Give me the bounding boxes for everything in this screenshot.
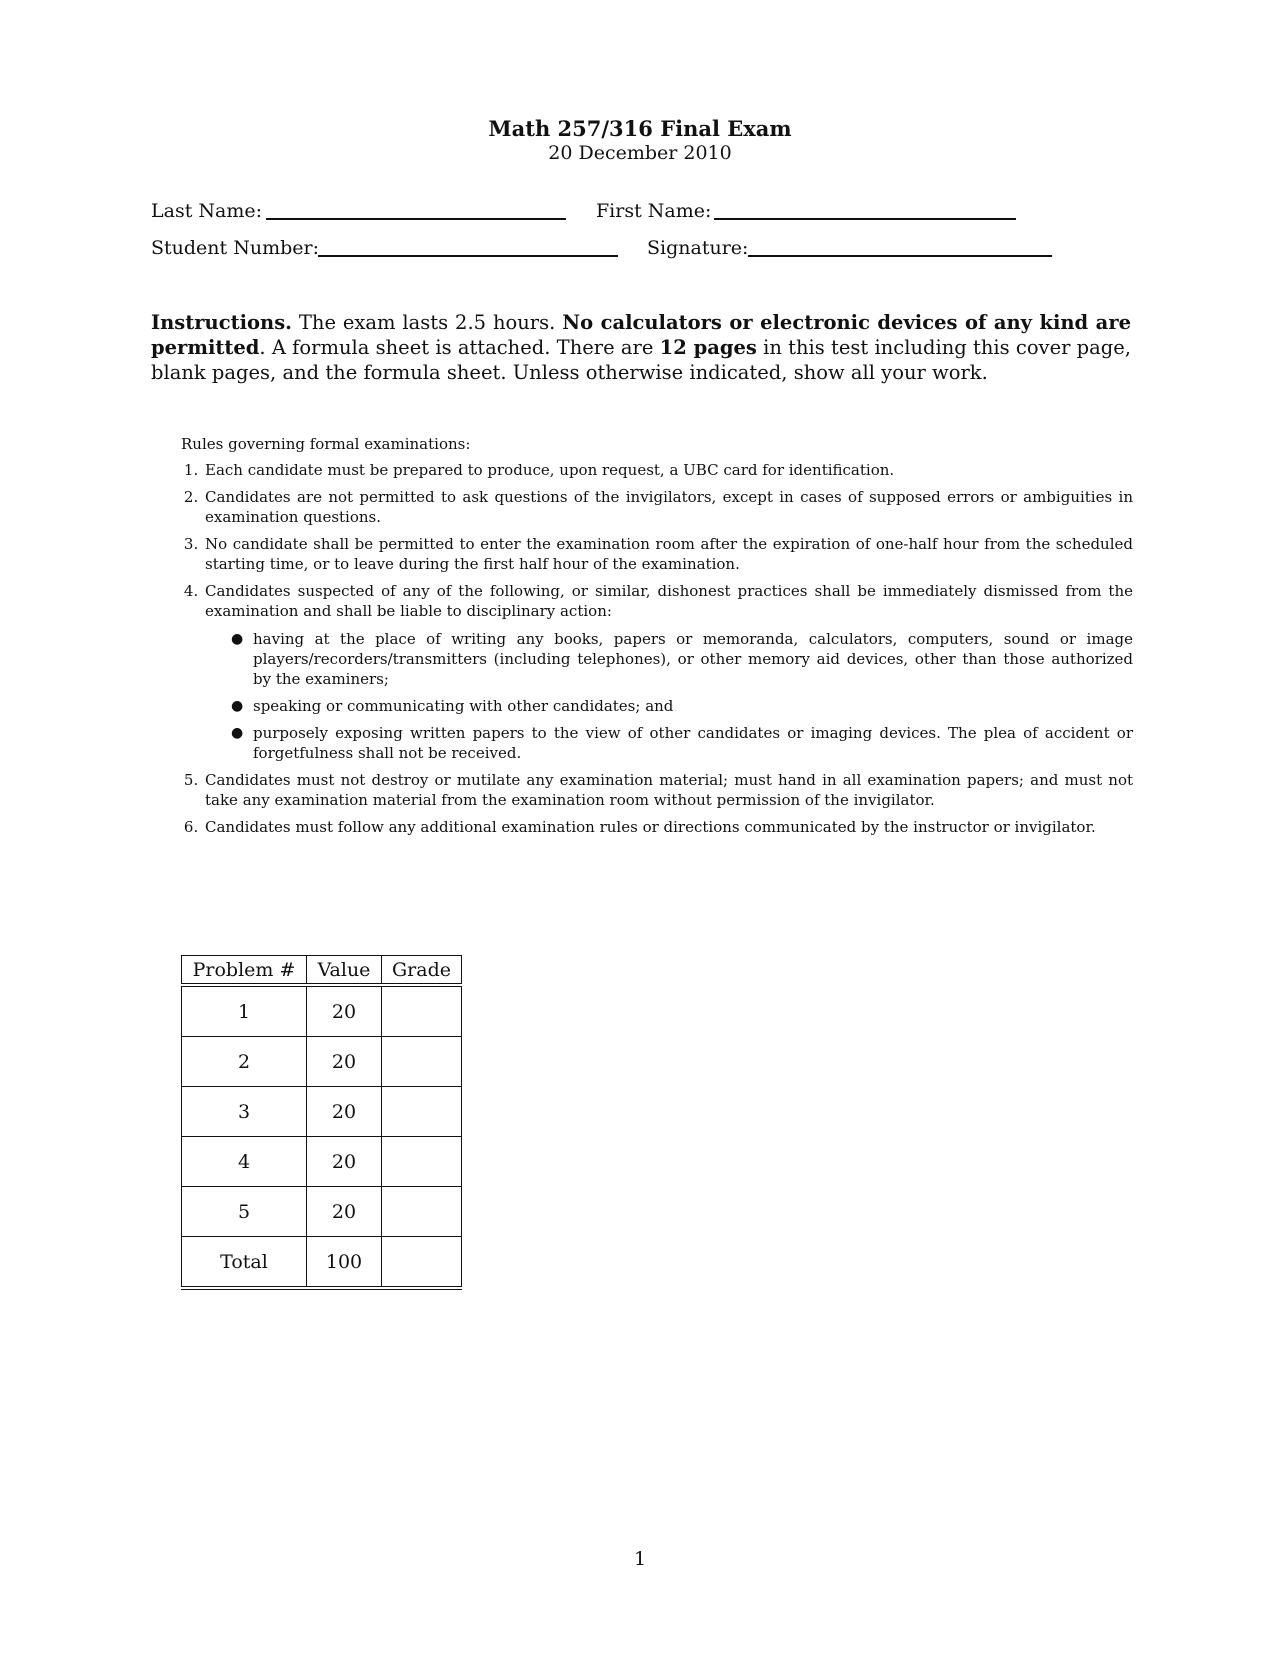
rules-heading: Rules governing formal examinations: [181, 435, 471, 453]
grade-cell[interactable] [382, 1187, 462, 1237]
page-number: 1 [633, 1548, 647, 1570]
rule-subitem [231, 696, 1133, 716]
value-cell: 20 [307, 1037, 382, 1087]
table-row [182, 1037, 462, 1087]
total-value-cell: 100 [307, 1237, 382, 1289]
problem-cell: 2 [182, 1037, 307, 1087]
grade-cell[interactable] [382, 1137, 462, 1187]
table-row [182, 1187, 462, 1237]
first-name-field[interactable] [714, 218, 1016, 220]
rule-item: 1. Each candidate must be prepared to produce, upon request, a UBC card for identification. [203, 460, 1133, 480]
table-row [182, 1137, 462, 1187]
problem-cell: 5 [182, 1187, 307, 1237]
header-problem: Problem # [182, 956, 307, 986]
bullet-icon: ● [231, 631, 244, 647]
first-name-label: First Name: [596, 200, 712, 222]
rule-subitem-text: purposely exposing written papers to the view of other candidates or imaging devices. The plea of accident or forgetfulness shall not be received. [253, 724, 1133, 762]
signature-label: Signature: [647, 237, 749, 259]
problem-cell: 1 [182, 985, 307, 1037]
table-row [182, 1087, 462, 1137]
rule-item: 2. Candidates are not permitted to ask questions of the invigilators, except in cases of supposed errors or ambiguities in examination questions. [203, 487, 1133, 527]
header-value: Value [307, 956, 382, 986]
instructions-lead: Instructions. [151, 311, 292, 334]
exam-title: Math 257/316 Final Exam [488, 116, 792, 141]
grade-table-header-row [182, 956, 462, 986]
header-grade: Grade [382, 956, 462, 986]
rule-subitem-text: having at the place of writing any books, papers or memoranda, calculators, computers, sound or image players/recorders/transmitters (including telephones), or other memory aid devices, other than those authorized by the examiners; [253, 630, 1133, 688]
rules-list [181, 460, 1133, 837]
total-grade-cell[interactable] [382, 1237, 462, 1289]
grade-cell[interactable] [382, 1037, 462, 1087]
exam-date: 20 December 2010 [548, 142, 732, 164]
instructions-text-3: in this test including this cover page, blank pages, and the formula sheet. Unless otherwise indicated, show all your work. [151, 336, 1132, 384]
exam-rules [181, 434, 1133, 844]
rule-item [203, 581, 1133, 763]
instructions-paragraph [151, 310, 1131, 385]
table-row [182, 985, 462, 1037]
rule-item-text: Candidates suspected of any of the following, or similar, dishonest practices shall be immediately dismissed from the examination and shall be liable to disciplinary action: [205, 582, 1133, 620]
instructions-text-1: The exam lasts 2.5 hours. [291, 311, 563, 334]
grade-cell[interactable] [382, 985, 462, 1037]
bullet-icon: ● [231, 725, 244, 741]
table-row-total [182, 1237, 462, 1289]
value-cell: 20 [307, 1137, 382, 1187]
total-label-cell: Total [182, 1237, 307, 1289]
bullet-icon: ● [231, 698, 244, 714]
value-cell: 20 [307, 1187, 382, 1237]
value-cell: 20 [307, 1087, 382, 1137]
instructions-bold-1: No calculators or electronic devices of any kind are permitted [151, 311, 1131, 359]
last-name-label: Last Name: [151, 200, 262, 222]
dishonest-practices-list [205, 629, 1133, 763]
problem-cell: 3 [182, 1087, 307, 1137]
value-cell: 20 [307, 985, 382, 1037]
student-number-field[interactable] [318, 255, 618, 257]
instructions-text-2: . A formula sheet is attached. There are [259, 336, 660, 359]
grade-cell[interactable] [382, 1087, 462, 1137]
rule-item: 6. Candidates must follow any additional examination rules or directions communicated by the instructor or invigilator. [203, 817, 1133, 837]
rule-item: 5. Candidates must not destroy or mutilate any examination material; must hand in all examination papers; and must not take any examination material from the examination room without permission of the invigilator. [203, 770, 1133, 810]
rule-subitem-text: speaking or communicating with other candidates; and [253, 697, 674, 715]
problem-cell: 4 [182, 1137, 307, 1187]
signature-field[interactable] [748, 255, 1052, 257]
student-number-label: Student Number: [151, 237, 319, 259]
last-name-field[interactable] [266, 218, 566, 220]
rule-subitem [231, 723, 1133, 763]
rule-subitem [231, 629, 1133, 689]
rule-item: 3. No candidate shall be permitted to enter the examination room after the expiration of one-half hour from the scheduled starting time, or to leave during the first half hour of the examination. [203, 534, 1133, 574]
grade-table [181, 955, 462, 1290]
instructions-bold-2: 12 pages [659, 336, 757, 359]
